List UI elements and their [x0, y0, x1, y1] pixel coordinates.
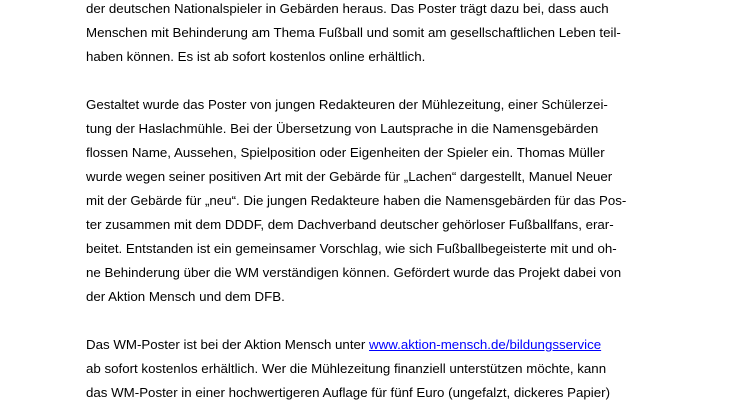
link-prefix-text: Das WM-Poster ist bei der Aktion Mensch unter — [86, 337, 370, 352]
paragraph-spacer — [86, 69, 726, 93]
text-line: der deutschen Nationalspieler in Gebärden heraus. Das Poster trägt dazu bei, dass auch — [86, 1, 609, 16]
paragraph-design — [86, 93, 726, 309]
text-line: Menschen mit Behinderung am Thema Fußball und somit am gesellschaftlichen Leben teil- — [86, 25, 621, 40]
text-line: wurde wegen seiner positiven Art mit der Gebärde für „Lachen“ dargestellt, Manuel Neuer — [86, 169, 613, 184]
text-line: flossen Name, Aussehen, Spielposition oder Eigenheiten der Spieler ein. Thomas Müller — [86, 145, 605, 160]
text-line-with-link — [86, 333, 726, 357]
aktion-mensch-link[interactable]: www.aktion-mensch.de/bildungsservice — [369, 337, 602, 352]
text-line: das WM-Poster in einer hochwertigeren Auflage für fünf Euro (ungefalzt, dickeres Papier) — [86, 385, 611, 400]
text-line: tung der Haslachmühle. Bei der Übersetzung von Lautsprache in die Namensgebärden — [86, 121, 599, 136]
text-line: mit der Gebärde für „neu“. Die jungen Redakteure haben die Namensgebärden für das Pos- — [86, 193, 627, 208]
text-line: ter zusammen mit dem DDDF, dem Dachverband deutscher gehörloser Fußballfans, erar- — [86, 217, 614, 232]
paragraph-availability — [86, 333, 726, 405]
document-page — [86, 0, 726, 405]
text-line: Gestaltet wurde das Poster von jungen Redakteuren der Mühlezeitung, einer Schülerzei- — [86, 97, 608, 112]
text-line: der Aktion Mensch und dem DFB. — [86, 289, 285, 304]
text-line: beitet. Entstanden ist ein gemeinsamer Vorschlag, wie sich Fußballbegeisterte mit und oh- — [86, 241, 617, 256]
paragraph-intro — [86, 0, 726, 69]
text-line: ne Behinderung über die WM verständigen können. Gefördert wurde das Projekt dabei von — [86, 265, 622, 280]
paragraph-spacer — [86, 309, 726, 333]
text-line: ab sofort kostenlos erhältlich. Wer die Mühlezeitung finanziell unterstützen möchte, kann — [86, 361, 607, 376]
text-line: haben können. Es ist ab sofort kostenlos online erhältlich. — [86, 49, 426, 64]
